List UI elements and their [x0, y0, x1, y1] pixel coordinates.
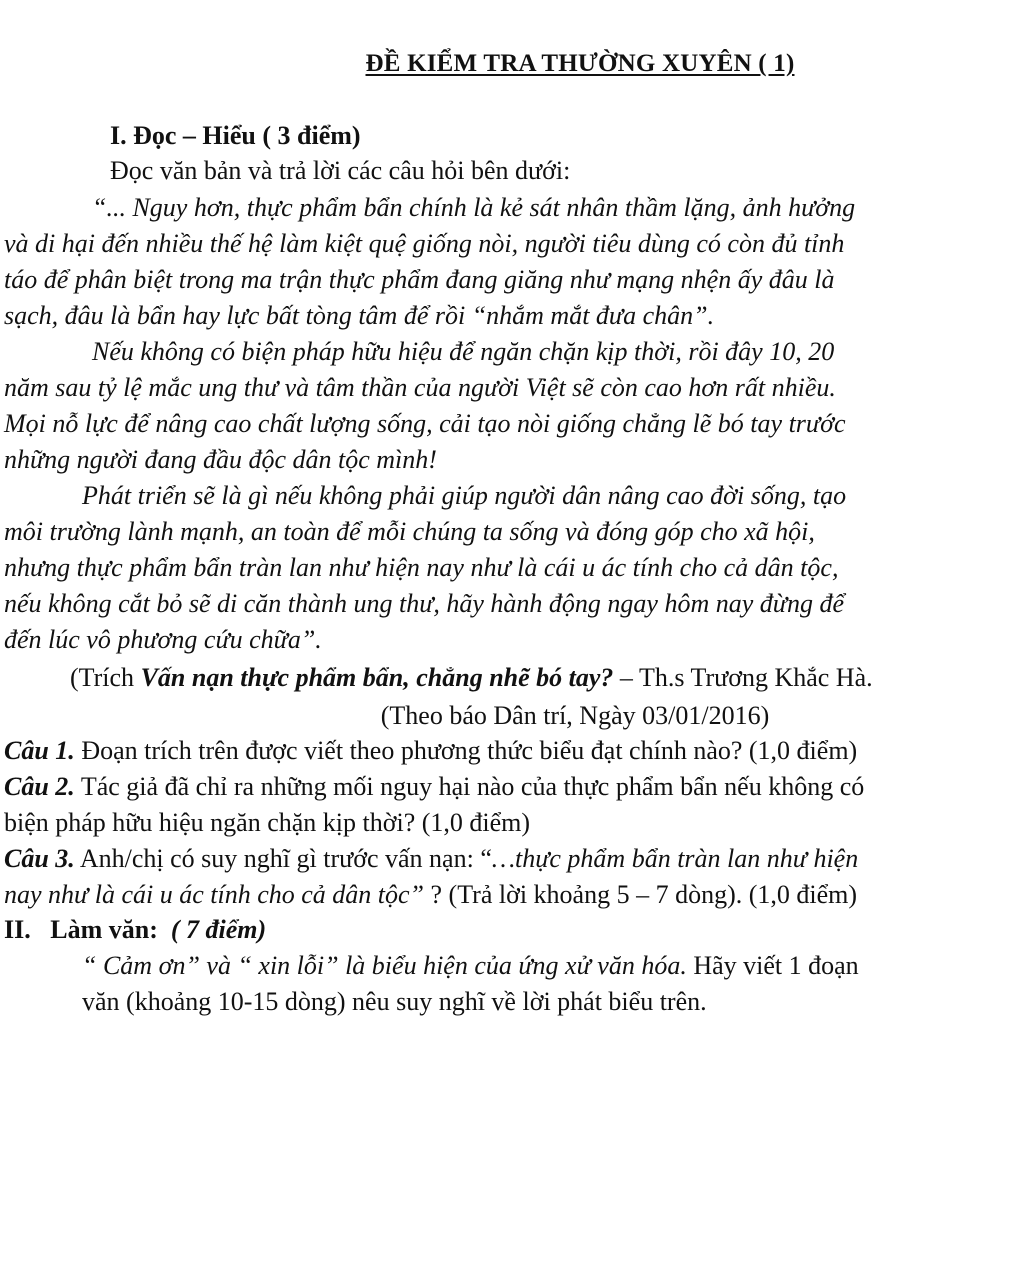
source-newspaper: (Theo báo Dân trí, Ngày 03/01/2016) [380, 701, 770, 730]
passage-line: “... Nguy hơn, thực phẩm bẩn chính là kẻ sát nhân thầm lặng, ảnh hưởng [92, 193, 856, 222]
section2-heading [4, 914, 266, 946]
source-citation [70, 662, 873, 694]
section1-instruction: Đọc văn bản và trả lời các câu hỏi bên dưới: [110, 156, 571, 185]
passage-line: những người đang đầu độc dân tộc mình! [4, 445, 437, 474]
question-1 [4, 735, 857, 767]
question-3-instructions: ? (Trả lời khoảng 5 – 7 dòng). (1,0 điểm) [424, 880, 858, 909]
exam-title: ĐỀ KIỂM TRA THƯỜNG XUYÊN ( 1) [365, 50, 795, 77]
question-2-label: Câu 2. [4, 772, 75, 801]
question-2-text: Tác giả đã chỉ ra những mối nguy hại nào của thực phẩm bẩn nếu không có [74, 772, 865, 801]
question-3 [4, 843, 858, 875]
essay-prompt-text: Hãy viết 1 đoạn [686, 951, 859, 980]
passage-line: sạch, đâu là bẩn hay lực bất tòng tâm để rồi “nhắm mắt đưa chân”. [4, 301, 715, 330]
passage-line: và di hại đến nhiều thế hệ làm kiệt quệ giống nòi, người tiêu dùng có còn đủ tỉnh [4, 229, 845, 258]
section2-label: II. Làm văn: [4, 915, 165, 944]
passage-line: đến lúc vô phương cứu chữa”. [4, 625, 322, 654]
essay-prompt-continued: văn (khoảng 10-15 dòng) nêu suy nghĩ về lời phát biểu trên. [82, 987, 707, 1016]
essay-prompt [82, 950, 859, 982]
question-3-quote-end: nay như là cái u ác tính cho cả dân tộc” [4, 880, 424, 909]
question-3-label: Câu 3. [4, 844, 75, 873]
question-3-text: Anh/chị có suy nghĩ gì trước vấn nạn: “ [74, 844, 492, 873]
passage-line: nhưng thực phẩm bẩn tràn lan như hiện nay như là cái u ác tính cho cả dân tộc, [4, 553, 839, 582]
passage-line: Mọi nỗ lực để nâng cao chất lượng sống, cải tạo nòi giống chẳng lẽ bó tay trước [4, 409, 846, 438]
passage-line: năm sau tỷ lệ mắc ung thư và tâm thần của người Việt sẽ còn cao hơn rất nhiều. [4, 373, 836, 402]
source-author: – Th.s Trương Khắc Hà. [613, 663, 873, 692]
passage-line: Phát triển sẽ là gì nếu không phải giúp người dân nâng cao đời sống, tạo [82, 481, 847, 510]
passage-line: Nếu không có biện pháp hữu hiệu để ngăn chặn kịp thời, rồi đây 10, 20 [92, 337, 835, 366]
section2-points: ( 7 điểm) [164, 915, 267, 944]
question-1-label: Câu 1. [4, 736, 75, 765]
question-1-text: Đoạn trích trên được viết theo phương thức biểu đạt chính nào? (1,0 điểm) [74, 736, 858, 765]
question-3-quote: …thực phẩm bẩn tràn lan như hiện [491, 844, 859, 873]
question-3-continued [4, 879, 857, 911]
source-prefix: (Trích [70, 663, 141, 692]
passage-line: nếu không cắt bỏ sẽ di căn thành ung thư, hãy hành động ngay hôm nay đừng để [4, 589, 845, 618]
question-2 [4, 771, 864, 803]
passage-line: táo để phân biệt trong ma trận thực phẩm đang giăng như mạng nhện ấy đâu là [4, 265, 835, 294]
essay-prompt-quote: “ Cảm ơn” và “ xin lỗi” là biểu hiện của ứng xử văn hóa. [82, 951, 687, 980]
source-work-title: Vấn nạn thực phẩm bẩn, chẳng nhẽ bó tay? [140, 663, 614, 692]
section1-heading: I. Đọc – Hiểu ( 3 điểm) [110, 121, 361, 150]
question-2-continued: biện pháp hữu hiệu ngăn chặn kịp thời? (1,0 điểm) [4, 808, 531, 837]
passage-line: môi trường lành mạnh, an toàn để mỗi chúng ta sống và đóng góp cho xã hội, [4, 517, 815, 546]
